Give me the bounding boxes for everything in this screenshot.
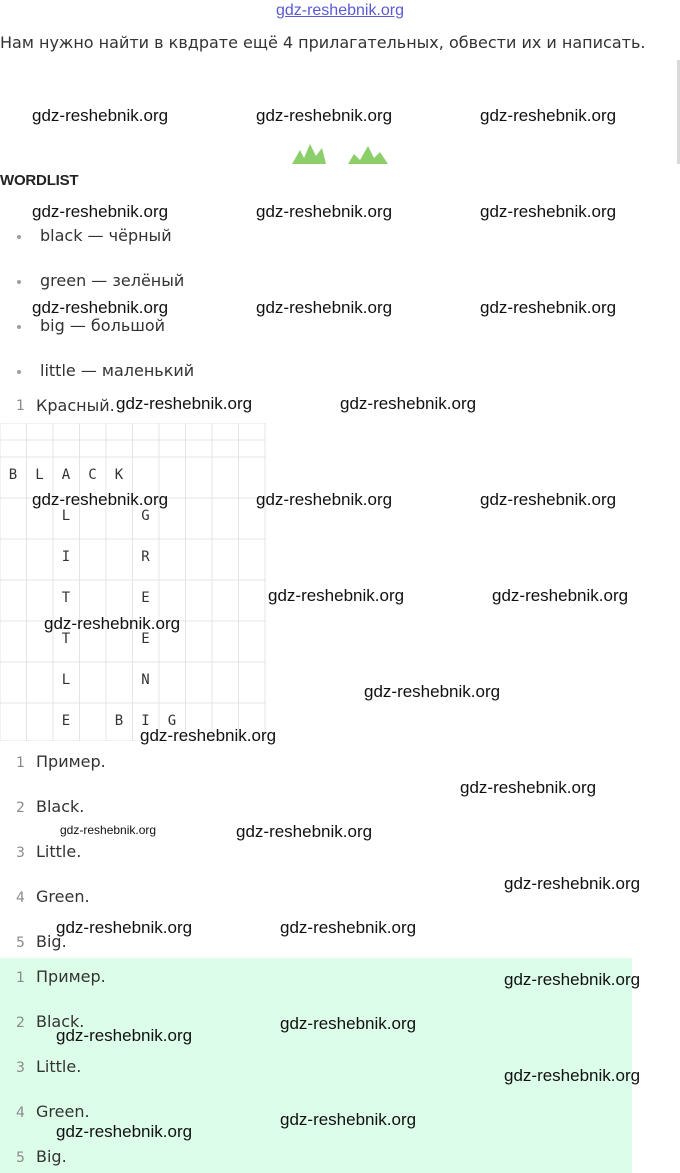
watermark: gdz-reshebnik.org — [32, 202, 169, 221]
answer-item: Пример. — [36, 967, 106, 986]
watermark: gdz-reshebnik.org — [256, 298, 393, 317]
list-number: 3 — [16, 845, 25, 861]
wordlist-item: black — чёрный — [40, 226, 172, 245]
answer-number: 2 — [16, 1015, 25, 1031]
grid-letter: C — [88, 467, 97, 483]
watermark: gdz-reshebnik.org — [268, 586, 405, 605]
watermark: gdz-reshebnik.org — [504, 970, 641, 989]
bullet — [17, 325, 21, 329]
list-item: Little. — [36, 842, 82, 861]
watermark: gdz-reshebnik.org — [256, 490, 393, 509]
watermark: gdz-reshebnik.org — [32, 106, 169, 125]
watermark: gdz-reshebnik.org — [236, 822, 373, 841]
list-number: 5 — [16, 935, 25, 951]
list-number: 4 — [16, 890, 25, 906]
bullet — [17, 370, 21, 374]
watermark: gdz-reshebnik.org — [140, 726, 277, 745]
wordlist-item: big — большой — [40, 316, 166, 335]
answer-item: Black. — [36, 1012, 85, 1031]
watermark: gdz-reshebnik.org — [480, 202, 617, 221]
grid-letter: L — [61, 672, 71, 688]
list-item: Black. — [36, 797, 85, 816]
watermark: gdz-reshebnik.org — [460, 778, 597, 797]
watermark: gdz-reshebnik.org — [32, 298, 169, 317]
grid-letter: E — [141, 631, 150, 647]
grid-letter: T — [61, 590, 71, 606]
grid-letter: I — [141, 713, 150, 729]
watermark: gdz-reshebnik.org — [280, 1014, 417, 1033]
grid-letter: L — [61, 508, 71, 524]
grid-letter: B — [114, 713, 124, 729]
grid-letter: A — [61, 467, 71, 483]
watermark: gdz-reshebnik.org — [56, 1122, 193, 1141]
grid-letter: E — [61, 713, 71, 729]
site-link[interactable]: gdz-reshebnik.org — [275, 2, 405, 19]
answer-number: 1 — [16, 970, 25, 986]
watermark: gdz-reshebnik.org — [364, 682, 501, 701]
answer-item: Green. — [36, 1102, 90, 1121]
grid-letter: T — [61, 631, 71, 647]
task-number: 1 — [16, 398, 25, 414]
task-label: Красный. — [36, 396, 115, 415]
watermark: gdz-reshebnik.org — [56, 1026, 193, 1045]
list-item: Пример. — [36, 752, 106, 771]
task-intro-text: Нам нужно найти в квдрате ещё 4 прилагательных, обвести их и написать. — [0, 33, 646, 52]
watermark: gdz-reshebnik.org — [480, 106, 617, 125]
watermark: gdz-reshebnik.org — [280, 1110, 417, 1129]
list-number: 2 — [16, 800, 25, 816]
watermark: gdz-reshebnik.org — [480, 490, 617, 509]
grid-letter: R — [141, 549, 150, 565]
bullet — [17, 235, 21, 239]
watermark: gdz-reshebnik.org — [116, 394, 253, 413]
watermark: gdz-reshebnik.org — [56, 918, 193, 937]
answer-number: 5 — [16, 1150, 25, 1166]
watermark: gdz-reshebnik.org — [44, 614, 181, 633]
grid-letter: B — [8, 467, 18, 483]
watermark: gdz-reshebnik.org — [32, 490, 169, 509]
grid-letter: G — [141, 508, 150, 524]
watermark: gdz-reshebnik.org — [504, 1066, 641, 1085]
grid-letter: E — [141, 590, 150, 606]
bullet — [17, 280, 21, 284]
word-search-grid — [0, 423, 266, 741]
grid-letter: I — [61, 549, 71, 565]
list-item: Green. — [36, 887, 90, 906]
answer-number: 3 — [16, 1060, 25, 1076]
wordlist-title: WORDLIST — [0, 172, 79, 189]
watermark: gdz-reshebnik.org — [480, 298, 617, 317]
grid-letter: L — [35, 467, 44, 483]
grid-letter: G — [167, 713, 177, 729]
answer-item: Big. — [36, 1147, 67, 1166]
watermark: gdz-reshebnik.org — [256, 202, 393, 221]
watermark: gdz-reshebnik.org — [60, 823, 157, 837]
grid-letter: N — [141, 672, 150, 688]
watermark: gdz-reshebnik.org — [280, 918, 417, 937]
list-number: 1 — [16, 755, 25, 771]
wordlist-item: green — зелёный — [40, 271, 185, 290]
watermark: gdz-reshebnik.org — [492, 586, 629, 605]
grid-letter: K — [114, 467, 124, 483]
watermark: gdz-reshebnik.org — [256, 106, 393, 125]
answer-number: 4 — [16, 1105, 25, 1121]
plant-illustration — [282, 142, 402, 164]
watermark: gdz-reshebnik.org — [504, 874, 641, 893]
wordlist-item: little — маленький — [40, 361, 195, 380]
watermark: gdz-reshebnik.org — [340, 394, 477, 413]
answer-item: Little. — [36, 1057, 82, 1076]
list-item: Big. — [36, 932, 67, 951]
